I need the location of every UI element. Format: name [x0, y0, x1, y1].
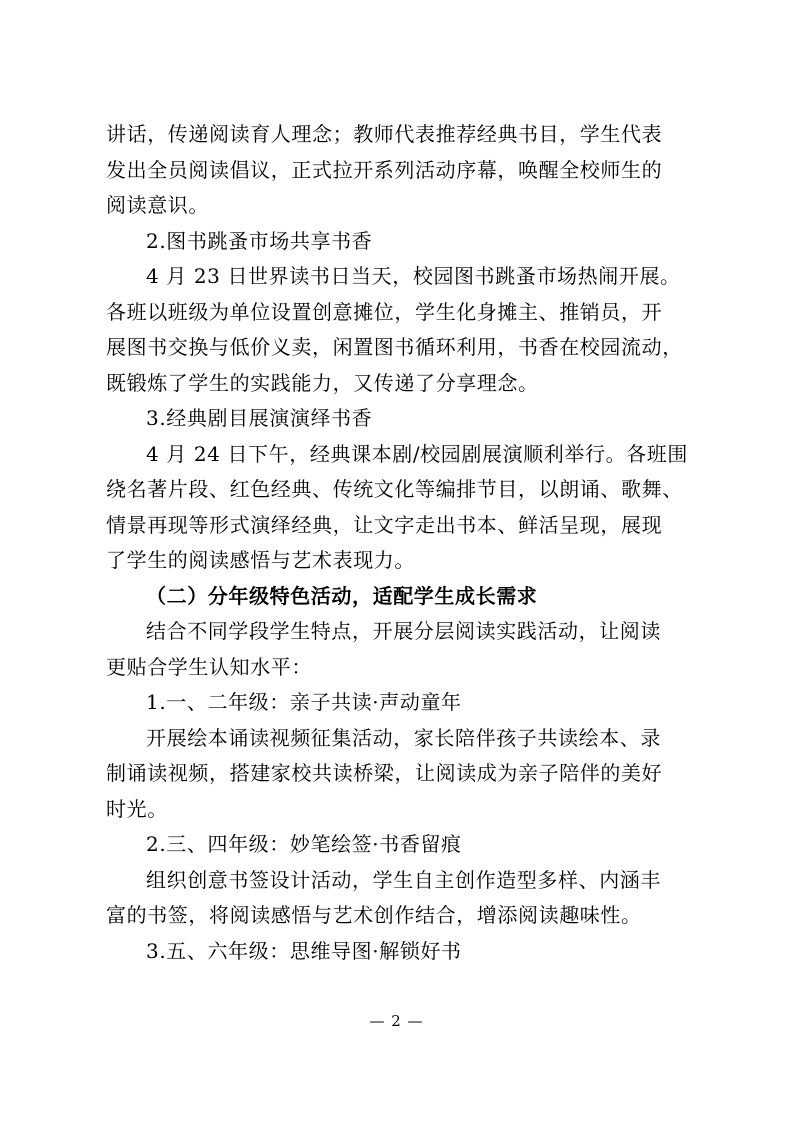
text-line: 组织创意书签设计活动，学生自主创作造型多样、内涵丰 — [146, 867, 661, 892]
text-line: 发出全员阅读倡议，正式拉开系列活动序幕，唤醒全校师生的 — [106, 157, 663, 182]
text-line: 情景再现等形式演绎经典，让文字走出书本、鲜活呈现，展现 — [106, 512, 663, 537]
text-line: 展图书交换与低价义卖，闲置图书循环利用，书香在校园流动， — [106, 335, 683, 359]
text-line: 4 月 24 日下午，经典课本剧/校园剧展演顺利举行。各班围 — [146, 441, 688, 466]
text-line: 讲话，传递阅读育人理念；教师代表推荐经典书目，学生代表 — [106, 122, 663, 146]
text-line: 阅读意识。 — [106, 193, 209, 217]
text-line: 富的书签，将阅读感悟与艺术创作结合，增添阅读趣味性。 — [106, 903, 642, 927]
text-line: 2.图书跳蚤市场共享书香 — [146, 228, 373, 253]
text-line: 时光。 — [106, 796, 168, 821]
text-line: 绕名著片段、红色经典、传统文化等编排节目，以朗诵、歌舞、 — [106, 477, 683, 501]
text-line: 各班以班级为单位设置创意摊位，学生化身摊主、推销员，开 — [106, 299, 663, 324]
text-line: 开展绘本诵读视频征集活动，家长陪伴孩子共读绘本、录 — [146, 725, 661, 750]
text-line: 了学生的阅读感悟与艺术表现力。 — [106, 548, 415, 572]
section-heading: （二）分年级特色活动，适配学生成长需求 — [146, 583, 538, 608]
page-number: — 2 — — [369, 1012, 424, 1030]
text-line: 3.五、六年级：思维导图·解锁好书 — [146, 938, 462, 963]
text-line: 结合不同学段学生特点，开展分层阅读实践活动，让阅读 — [146, 619, 661, 643]
text-line: 既锻炼了学生的实践能力，又传递了分享理念。 — [106, 370, 539, 395]
text-line: 1.一、二年级：亲子共读·声动童年 — [146, 690, 462, 714]
text-line: 3.经典剧目展演演绎书香 — [146, 406, 373, 430]
text-line: 4 月 23 日世界读书日当天，校园图书跳蚤市场热闹开展。 — [146, 264, 681, 288]
text-line: 2.三、四年级：妙笔绘签·书香留痕 — [146, 832, 462, 856]
text-line: 更贴合学生认知水平： — [106, 654, 312, 679]
text-line: 制诵读视频，搭建家校共读桥梁，让阅读成为亲子陪伴的美好 — [106, 761, 663, 785]
document-body — [106, 117, 706, 969]
